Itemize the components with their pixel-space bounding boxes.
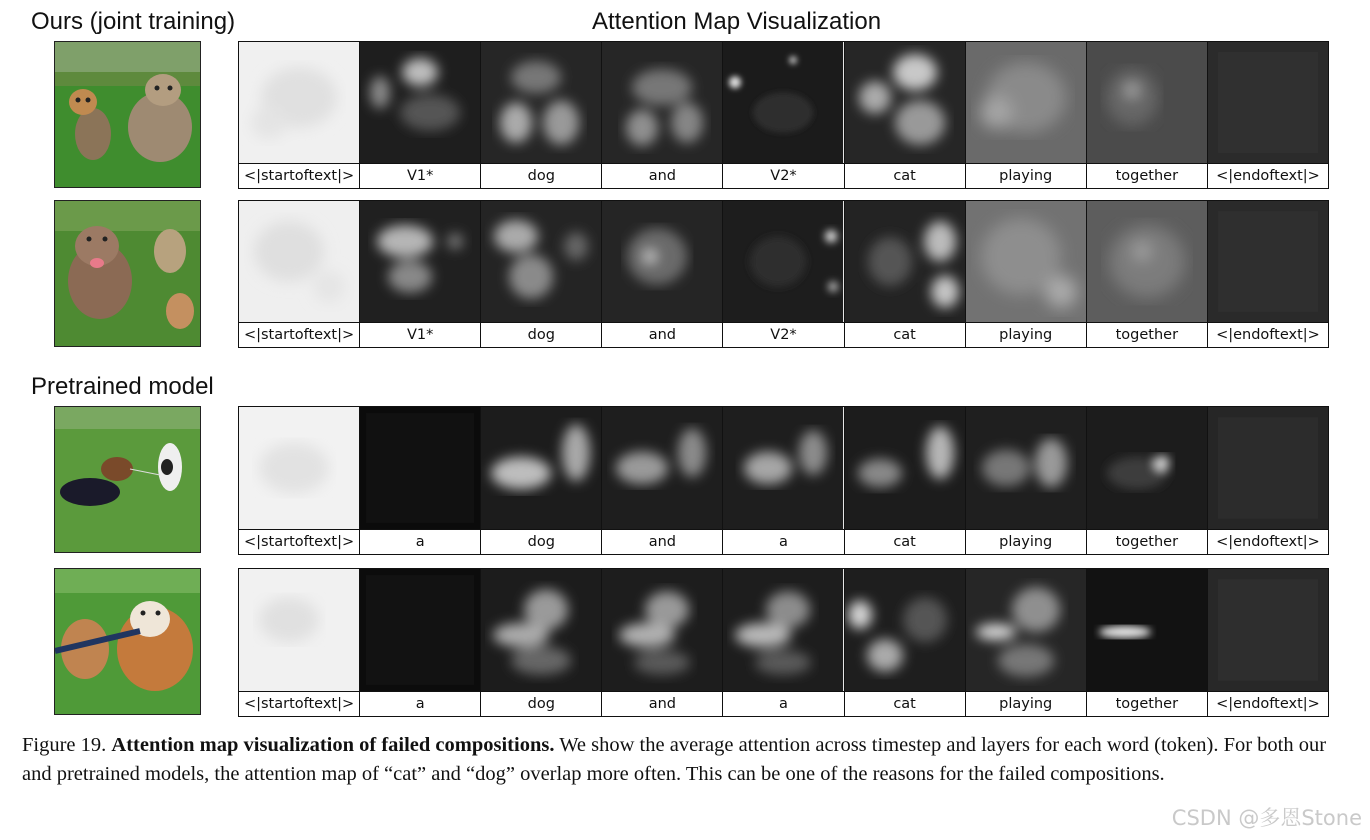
token-label: <|startoftext|> — [239, 691, 359, 716]
token-label: <|endoftext|> — [1208, 163, 1328, 188]
token-label: <|endoftext|> — [1208, 529, 1328, 554]
attention-cell — [965, 407, 1086, 554]
attention-map — [845, 42, 965, 163]
attention-cell — [359, 42, 480, 188]
attention-map — [239, 201, 359, 322]
attention-map — [1208, 201, 1328, 322]
token-label: and — [602, 163, 722, 188]
attention-cell — [601, 42, 722, 188]
attention-cell — [1086, 201, 1207, 347]
attention-cell — [359, 201, 480, 347]
attention-cell — [1086, 42, 1207, 188]
attention-map — [966, 407, 1086, 529]
token-label: and — [602, 529, 722, 554]
token-label: <|startoftext|> — [239, 163, 359, 188]
attention-map — [360, 42, 480, 163]
figure-caption — [22, 731, 1340, 789]
attention-map — [1208, 569, 1328, 691]
attention-cell — [722, 201, 843, 347]
attention-cell — [844, 407, 965, 554]
attention-cell — [480, 569, 601, 716]
attention-map — [723, 42, 843, 163]
attention-map — [1208, 42, 1328, 163]
token-label: playing — [966, 529, 1086, 554]
figure-title: Attention Map Visualization — [592, 8, 882, 35]
token-label: a — [723, 691, 843, 716]
attention-cell — [965, 42, 1086, 188]
attention-cell — [1207, 201, 1328, 347]
attention-cell — [965, 201, 1086, 347]
token-label: a — [723, 529, 843, 554]
attention-cell — [480, 407, 601, 554]
attention-map — [602, 42, 722, 163]
attention-map — [845, 201, 965, 322]
attention-cell — [239, 201, 359, 347]
token-label: V2* — [723, 163, 843, 188]
attention-map — [481, 569, 601, 691]
token-label: a — [360, 691, 480, 716]
attention-cell — [844, 201, 965, 347]
token-label: cat — [845, 691, 965, 716]
token-label: dog — [481, 163, 601, 188]
caption-title: Attention map visualization of failed compositions. — [111, 734, 555, 756]
attention-map — [239, 569, 359, 691]
token-label: <|startoftext|> — [239, 322, 359, 347]
attention-map — [481, 42, 601, 163]
attention-cell — [722, 569, 843, 716]
attention-cell — [359, 569, 480, 716]
token-label: V1* — [360, 163, 480, 188]
token-label: cat — [845, 322, 965, 347]
token-label: cat — [845, 163, 965, 188]
attention-cell — [844, 42, 965, 188]
attention-strip-row-1 — [238, 41, 1329, 189]
token-label: playing — [966, 691, 1086, 716]
sample-image-row-2 — [54, 200, 201, 347]
attention-cell — [359, 407, 480, 554]
token-label: <|endoftext|> — [1208, 322, 1328, 347]
token-label: playing — [966, 322, 1086, 347]
attention-map — [723, 201, 843, 322]
attention-map — [602, 407, 722, 529]
attention-strip-row-3 — [238, 406, 1329, 555]
attention-cell — [1207, 42, 1328, 188]
attention-map — [966, 201, 1086, 322]
attention-map — [602, 201, 722, 322]
attention-map — [1208, 407, 1328, 529]
attention-cell — [239, 569, 359, 716]
attention-cell — [480, 201, 601, 347]
attention-map — [1087, 569, 1207, 691]
attention-map — [1087, 42, 1207, 163]
pretrained-section-label: Pretrained model — [31, 373, 214, 400]
token-label: and — [602, 691, 722, 716]
token-label: <|startoftext|> — [239, 529, 359, 554]
attention-map — [481, 407, 601, 529]
token-label: a — [360, 529, 480, 554]
token-label: together — [1087, 529, 1207, 554]
attention-map — [1087, 407, 1207, 529]
attention-cell — [239, 407, 359, 554]
attention-map — [360, 201, 480, 322]
attention-cell — [1086, 569, 1207, 716]
token-label: dog — [481, 691, 601, 716]
attention-cell — [722, 42, 843, 188]
attention-map — [1087, 201, 1207, 322]
token-label: cat — [845, 529, 965, 554]
token-label: V2* — [723, 322, 843, 347]
attention-map — [723, 569, 843, 691]
token-label: dog — [481, 322, 601, 347]
token-label: playing — [966, 163, 1086, 188]
attention-cell — [1207, 407, 1328, 554]
token-label: together — [1087, 691, 1207, 716]
attention-cell — [239, 42, 359, 188]
attention-map — [239, 407, 359, 529]
attention-map — [602, 569, 722, 691]
token-label: together — [1087, 322, 1207, 347]
attention-map — [360, 407, 480, 529]
watermark: CSDN @多恩Stone — [1171, 806, 1362, 830]
caption-text: We show the average attention across timestep and layers for each word (token). For both our and pretrained models, the attention map of “cat” and “dog” overlap more often. This can be one of the reasons for the failed compositions. — [22, 734, 1327, 785]
attention-cell — [722, 407, 843, 554]
token-label: together — [1087, 163, 1207, 188]
ours-section-label: Ours (joint training) — [31, 8, 236, 35]
attention-map — [966, 569, 1086, 691]
attention-cell — [1207, 569, 1328, 716]
attention-cell — [601, 201, 722, 347]
attention-cell — [480, 42, 601, 188]
sample-image-row-4 — [54, 568, 201, 715]
attention-cell — [844, 569, 965, 716]
attention-strip-row-2 — [238, 200, 1329, 348]
attention-map — [845, 569, 965, 691]
token-label: dog — [481, 529, 601, 554]
attention-map — [360, 569, 480, 691]
attention-cell — [965, 569, 1086, 716]
attention-map — [723, 407, 843, 529]
token-label: <|endoftext|> — [1208, 691, 1328, 716]
token-label: and — [602, 322, 722, 347]
attention-map — [481, 201, 601, 322]
attention-cell — [1086, 407, 1207, 554]
token-label: V1* — [360, 322, 480, 347]
attention-cell — [601, 407, 722, 554]
attention-cell — [601, 569, 722, 716]
sample-image-row-1 — [54, 41, 201, 188]
caption-label: Figure 19. — [22, 734, 107, 756]
sample-image-row-3 — [54, 406, 201, 553]
attention-map — [845, 407, 965, 529]
attention-map — [966, 42, 1086, 163]
attention-map — [239, 42, 359, 163]
attention-strip-row-4 — [238, 568, 1329, 717]
